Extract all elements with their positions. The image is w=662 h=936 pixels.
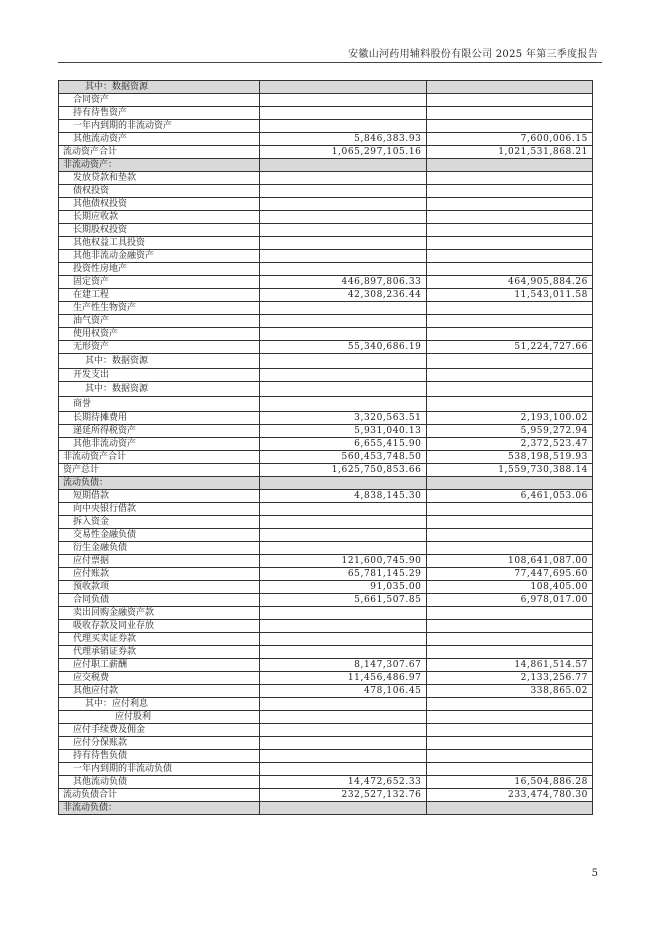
row-label: 其他流动负债 [59,776,260,789]
period-end-value [260,94,427,107]
row-label: 其他债权投资 [59,198,260,211]
table-row [59,146,593,159]
period-end-value [260,646,427,659]
period-end-value [260,263,427,276]
table-row [59,685,593,698]
table-row [59,477,593,490]
prior-year-end-value: 338,865.02 [426,685,593,698]
period-end-value: 446,897,806.33 [260,276,427,289]
table-row [59,516,593,529]
period-end-value [260,802,427,815]
row-label: 长期应收款 [59,211,260,224]
prior-year-end-value [426,529,593,542]
row-label: 投资性房地产 [59,263,260,276]
prior-year-end-value [426,315,593,328]
table-row [59,607,593,620]
prior-year-end-value [426,369,593,382]
period-end-value: 42,308,236.44 [260,289,427,302]
period-end-value [260,620,427,633]
table-row [59,737,593,750]
period-end-value [260,750,427,763]
row-label: 应付账款 [59,568,260,581]
table-row [59,328,593,341]
row-label: 短期借款 [59,490,260,503]
period-end-value [260,159,427,172]
row-label: 向中央银行借款 [59,503,260,516]
period-end-value [260,542,427,555]
row-label: 吸收存款及同业存放 [59,620,260,633]
row-label: 油气资产 [59,315,260,328]
table-row [59,250,593,263]
header-rule [58,62,602,63]
prior-year-end-value: 6,461,053.06 [426,490,593,503]
table-row [59,802,593,815]
row-label: 其他权益工具投资 [59,237,260,250]
table-row [59,263,593,276]
prior-year-end-value [426,763,593,776]
prior-year-end-value [426,542,593,555]
table-row [59,224,593,237]
period-end-value [260,633,427,646]
row-label: 长期股权投资 [59,224,260,237]
period-end-value [260,737,427,750]
prior-year-end-value [426,737,593,750]
table-row [59,120,593,133]
table-row [59,185,593,198]
row-label: 使用权资产 [59,328,260,341]
period-end-value [260,328,427,341]
period-end-value [260,698,427,711]
table-row [59,698,593,711]
period-end-value: 478,106.45 [260,685,427,698]
table-row [59,646,593,659]
table-row [59,659,593,672]
prior-year-end-value [426,397,593,412]
period-end-value: 4,838,145.30 [260,490,427,503]
period-end-value [260,250,427,263]
table-row [59,633,593,646]
table-row [59,425,593,438]
table-row [59,412,593,425]
row-label: 其中：数据资源 [59,81,260,94]
table-row [59,490,593,503]
row-label: 非流动负债： [59,802,260,815]
prior-year-end-value: 6,978,017.00 [426,594,593,607]
period-end-value [260,81,427,94]
row-label: 流动资产合计 [59,146,260,159]
prior-year-end-value [426,633,593,646]
row-label: 应付票据 [59,555,260,568]
table-row [59,198,593,211]
prior-year-end-value [426,620,593,633]
period-end-value [260,354,427,369]
table-row [59,315,593,328]
table-row [59,159,593,172]
period-end-value [260,529,427,542]
period-end-value [260,607,427,620]
table-row [59,620,593,633]
prior-year-end-value [426,646,593,659]
row-label: 衍生金融负债 [59,542,260,555]
table-row [59,133,593,146]
period-end-value: 55,340,686.19 [260,341,427,354]
row-label: 卖出回购金融资产款 [59,607,260,620]
row-label: 持有待售资产 [59,107,260,120]
table-row [59,750,593,763]
table-row [59,464,593,477]
report-header: 安徽山河药用辅料股份有限公司 2025 年第三季度报告 [348,49,598,60]
period-end-value [260,185,427,198]
period-end-value [260,224,427,237]
row-label: 应付股利 [59,711,260,724]
row-label: 应付分保账款 [59,737,260,750]
row-label: 商誉 [59,397,260,412]
prior-year-end-value: 108,405.00 [426,581,593,594]
row-label: 长期待摊费用 [59,412,260,425]
prior-year-end-value [426,263,593,276]
period-end-value: 91,035.00 [260,581,427,594]
page-number: 5 [591,868,598,879]
period-end-value [260,211,427,224]
row-label: 合同资产 [59,94,260,107]
row-label: 其他应付款 [59,685,260,698]
table-row [59,763,593,776]
prior-year-end-value [426,503,593,516]
prior-year-end-value: 2,133,256.77 [426,672,593,685]
row-label: 其中：数据资源 [59,354,260,369]
prior-year-end-value [426,711,593,724]
period-end-value: 1,625,750,853.66 [260,464,427,477]
period-end-value [260,198,427,211]
period-end-value: 3,320,563.51 [260,412,427,425]
row-label: 其中：数据资源 [59,382,260,397]
prior-year-end-value: 2,372,523.47 [426,438,593,451]
table-row [59,568,593,581]
period-end-value [260,172,427,185]
period-end-value: 8,147,307.67 [260,659,427,672]
row-label: 代理买卖证券款 [59,633,260,646]
prior-year-end-value: 1,021,531,868.21 [426,146,593,159]
row-label: 资产总计 [59,464,260,477]
period-end-value: 6,655,415.90 [260,438,427,451]
period-end-value: 11,456,486.97 [260,672,427,685]
row-label: 发放贷款和垫款 [59,172,260,185]
period-end-value [260,763,427,776]
period-end-value [260,302,427,315]
row-label: 一年内到期的非流动负债 [59,763,260,776]
row-label: 应交税费 [59,672,260,685]
row-label: 无形资产 [59,341,260,354]
table-row [59,672,593,685]
row-label: 在建工程 [59,289,260,302]
period-end-value [260,711,427,724]
period-end-value [260,237,427,250]
table-row [59,451,593,464]
period-end-value: 5,846,383.93 [260,133,427,146]
prior-year-end-value: 5,959,272.94 [426,425,593,438]
table-row [59,302,593,315]
period-end-value [260,516,427,529]
row-label: 其他非流动资产 [59,438,260,451]
prior-year-end-value [426,477,593,490]
row-label: 递延所得税资产 [59,425,260,438]
table-row [59,724,593,737]
prior-year-end-value [426,237,593,250]
table-row [59,789,593,802]
prior-year-end-value [426,159,593,172]
table-row [59,289,593,302]
table-row [59,438,593,451]
prior-year-end-value [426,211,593,224]
prior-year-end-value [426,750,593,763]
period-end-value [260,369,427,382]
table-row [59,354,593,369]
balance-sheet-table [58,80,593,815]
row-label: 流动负债： [59,477,260,490]
row-label: 合同负债 [59,594,260,607]
period-end-value: 5,931,040.13 [260,425,427,438]
table-row [59,382,593,397]
prior-year-end-value [426,802,593,815]
row-label: 非流动资产： [59,159,260,172]
row-label: 其他非流动金融资产 [59,250,260,263]
row-label: 拆入资金 [59,516,260,529]
period-end-value: 232,527,132.76 [260,789,427,802]
table-row [59,369,593,382]
prior-year-end-value: 538,198,519.93 [426,451,593,464]
prior-year-end-value [426,516,593,529]
period-end-value [260,477,427,490]
prior-year-end-value: 77,447,695.60 [426,568,593,581]
prior-year-end-value [426,185,593,198]
table-row [59,107,593,120]
table-row [59,237,593,250]
prior-year-end-value: 233,474,780.30 [426,789,593,802]
prior-year-end-value [426,107,593,120]
period-end-value [260,107,427,120]
row-label: 开发支出 [59,369,260,382]
prior-year-end-value [426,94,593,107]
prior-year-end-value: 108,641,087.00 [426,555,593,568]
row-label: 流动负债合计 [59,789,260,802]
row-label: 交易性金融负债 [59,529,260,542]
table-row [59,276,593,289]
prior-year-end-value: 1,559,730,388.14 [426,464,593,477]
table-row [59,776,593,789]
row-label: 代理承销证券款 [59,646,260,659]
table-row [59,94,593,107]
prior-year-end-value [426,120,593,133]
row-label: 持有待售负债 [59,750,260,763]
period-end-value [260,503,427,516]
prior-year-end-value [426,250,593,263]
row-label: 其他流动资产 [59,133,260,146]
row-label: 应付手续费及佣金 [59,724,260,737]
table-row [59,503,593,516]
period-end-value [260,315,427,328]
period-end-value: 5,661,507.85 [260,594,427,607]
prior-year-end-value: 11,543,011.58 [426,289,593,302]
row-label: 预收款项 [59,581,260,594]
table-row [59,211,593,224]
table-row [59,397,593,412]
prior-year-end-value [426,81,593,94]
row-label: 生产性生物资产 [59,302,260,315]
prior-year-end-value: 51,224,727.66 [426,341,593,354]
table-row [59,341,593,354]
period-end-value [260,724,427,737]
prior-year-end-value [426,224,593,237]
row-label: 非流动资产合计 [59,451,260,464]
period-end-value: 560,453,748.50 [260,451,427,464]
row-label: 一年内到期的非流动资产 [59,120,260,133]
table-row [59,172,593,185]
row-label: 固定资产 [59,276,260,289]
period-end-value: 1,065,297,105.16 [260,146,427,159]
table-row [59,581,593,594]
prior-year-end-value [426,328,593,341]
period-end-value: 14,472,652.33 [260,776,427,789]
prior-year-end-value [426,354,593,369]
table-row [59,81,593,94]
prior-year-end-value: 7,600,006.15 [426,133,593,146]
row-label: 债权投资 [59,185,260,198]
table-row [59,529,593,542]
period-end-value: 65,781,145.29 [260,568,427,581]
period-end-value [260,397,427,412]
prior-year-end-value: 16,504,886.28 [426,776,593,789]
prior-year-end-value: 464,905,884.26 [426,276,593,289]
prior-year-end-value [426,198,593,211]
prior-year-end-value [426,724,593,737]
row-label: 其中：应付利息 [59,698,260,711]
prior-year-end-value [426,382,593,397]
prior-year-end-value: 2,193,100.02 [426,412,593,425]
prior-year-end-value [426,607,593,620]
prior-year-end-value: 14,861,514.57 [426,659,593,672]
prior-year-end-value [426,172,593,185]
period-end-value [260,120,427,133]
table-row [59,542,593,555]
period-end-value [260,382,427,397]
table-row [59,711,593,724]
prior-year-end-value [426,302,593,315]
table-row [59,555,593,568]
table-row [59,594,593,607]
prior-year-end-value [426,698,593,711]
row-label: 应付职工薪酬 [59,659,260,672]
period-end-value: 121,600,745.90 [260,555,427,568]
